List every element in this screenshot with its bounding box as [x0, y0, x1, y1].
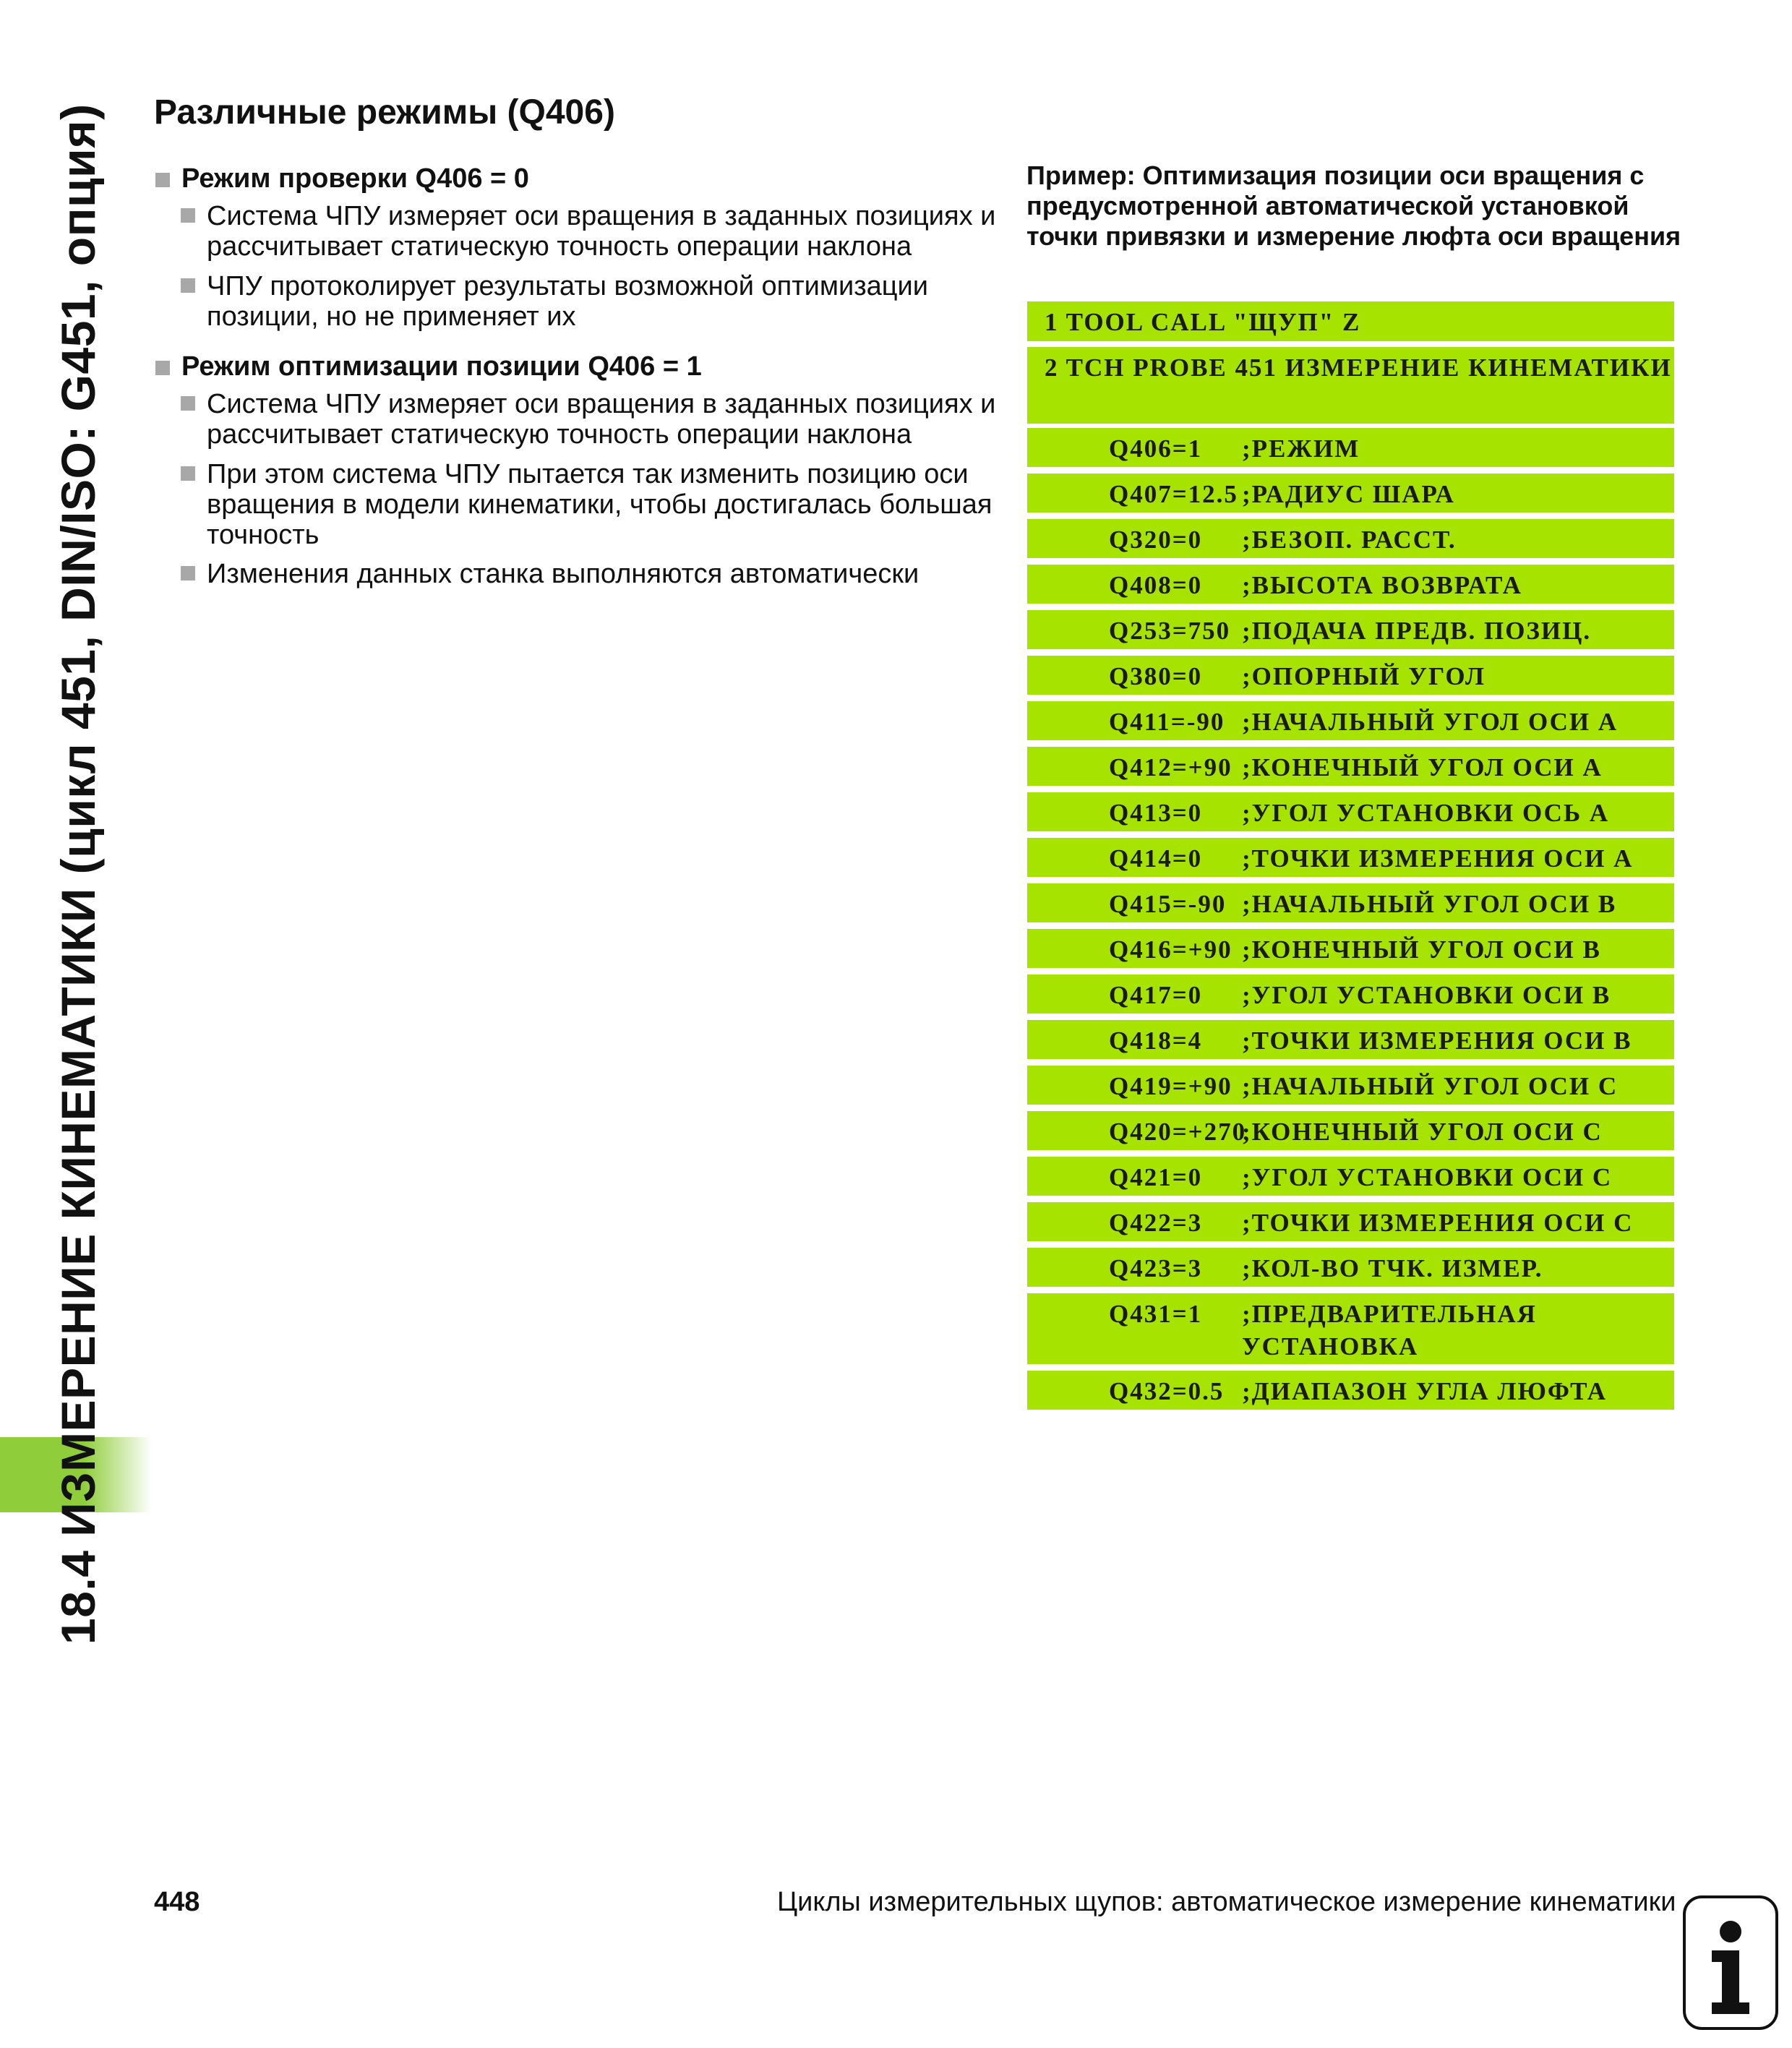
parameter-name: Q418=4: [1109, 1027, 1203, 1055]
parameter-row: [1027, 1248, 1674, 1287]
page-number: 448: [154, 1887, 200, 1917]
code-line: 2 TCH PROBE 451 ИЗМЕРЕНИЕ КИНЕМАТИКИ: [1027, 347, 1674, 424]
footer-text: Циклы измерительных щупов: автоматическое измерение кинематики: [777, 1887, 1676, 1917]
parameter-comment: ;УГОЛ УСТАНОВКИ ОСИ C: [1242, 1163, 1613, 1191]
parameter-row: [1027, 974, 1674, 1014]
parameter-comment: ;КОНЕЧНЫЙ УГОЛ ОСИ B: [1242, 935, 1601, 964]
bullet-square-icon: [181, 278, 195, 293]
parameter-comment: ;ПРЕДВАРИТЕЛЬНАЯ УСТАНОВКА: [1242, 1300, 1537, 1361]
parameter-comment: ;КОНЕЧНЫЙ УГОЛ ОСИ C: [1242, 1118, 1603, 1146]
parameter-comment: ;ВЫСОТА ВОЗВРАТА: [1242, 571, 1522, 599]
parameter-name: Q423=3: [1109, 1254, 1203, 1282]
parameter-name: Q406=1: [1109, 434, 1203, 463]
parameter-comment: ;ТОЧКИ ИЗМЕРЕНИЯ ОСИ B: [1242, 1027, 1632, 1055]
parameter-name: Q408=0: [1109, 571, 1203, 599]
bullet-square-icon: [155, 173, 170, 187]
bullet-square-icon: [181, 208, 195, 223]
parameter-comment: ;УГОЛ УСТАНОВКИ ОСЬ A: [1242, 799, 1610, 827]
parameter-row: [1027, 838, 1674, 877]
parameter-comment: ;КОНЕЧНЫЙ УГОЛ ОСИ A: [1242, 753, 1603, 781]
parameter-comment: ;КОЛ-ВО ТЧК. ИЗМЕР.: [1242, 1254, 1543, 1282]
parameter-comment: ;НАЧАЛЬНЫЙ УГОЛ ОСИ A: [1242, 708, 1619, 736]
parameter-name: Q422=3: [1109, 1209, 1203, 1237]
parameter-name: Q421=0: [1109, 1163, 1203, 1191]
parameter-row: [1027, 1020, 1674, 1059]
parameter-name: Q411=-90: [1109, 708, 1225, 736]
parameter-name: Q420=+270: [1109, 1118, 1247, 1146]
parameter-row: [1027, 883, 1674, 922]
parameter-row: [1027, 1066, 1674, 1105]
parameter-comment: ;ПОДАЧА ПРЕДВ. ПОЗИЦ.: [1242, 617, 1592, 645]
bullet-square-icon: [181, 466, 195, 481]
parameter-row: [1027, 428, 1674, 467]
parameter-comment: ;ОПОРНЫЙ УГОЛ: [1242, 662, 1486, 690]
parameter-name: Q432=0.5: [1109, 1377, 1225, 1405]
parameter-row: [1027, 701, 1674, 740]
parameter-name: Q415=-90: [1109, 890, 1227, 918]
parameter-name: Q414=0: [1109, 844, 1203, 873]
parameter-name: Q412=+90: [1109, 753, 1232, 781]
parameter-name: Q380=0: [1109, 662, 1203, 690]
parameter-row: [1027, 929, 1674, 968]
mode-list-item: ЧПУ протоколирует результаты возможной оптимизации позиции, но не применяет их: [181, 271, 998, 332]
parameter-row: [1027, 565, 1674, 604]
parameter-row: [1027, 656, 1674, 695]
mode-list-item: Изменения данных станка выполняются автоматически: [181, 559, 998, 589]
info-icon[interactable]: [1683, 1895, 1778, 2030]
parameter-name: Q320=0: [1109, 526, 1203, 554]
parameter-name: Q417=0: [1109, 981, 1203, 1009]
parameter-row: [1027, 610, 1674, 649]
parameter-row: [1027, 519, 1674, 558]
parameter-row: [1027, 1111, 1674, 1150]
parameter-row: [1027, 1293, 1674, 1364]
bullet-square-icon: [155, 361, 170, 375]
parameter-name: Q253=750: [1109, 617, 1231, 645]
chapter-title: 18.4 ИЗМЕРЕНИЕ КИНЕМАТИКИ (цикл 451, DIN/ISO: G451, опция): [51, 103, 105, 1645]
code-line: 1 TOOL CALL "ЩУП" Z: [1027, 301, 1674, 341]
parameter-row: [1027, 474, 1674, 513]
parameter-row: [1027, 1202, 1674, 1241]
parameter-comment: ;РАДИУС ШАРА: [1242, 480, 1455, 508]
parameter-row: [1027, 747, 1674, 786]
bullet-square-icon: [181, 566, 195, 580]
mode-heading: Режим оптимизации позиции Q406 = 1: [155, 351, 702, 382]
parameter-name: Q416=+90: [1109, 935, 1232, 964]
parameter-name: Q419=+90: [1109, 1072, 1232, 1100]
parameter-comment: ;ДИАПАЗОН УГЛА ЛЮФТА: [1242, 1377, 1607, 1405]
parameter-comment: ;БЕЗОП. РАССТ.: [1242, 526, 1457, 554]
parameter-name: Q431=1: [1109, 1300, 1203, 1328]
bullet-square-icon: [181, 396, 195, 411]
parameter-name: Q407=12.5: [1109, 480, 1238, 508]
mode-list-item: Система ЧПУ измеряет оси вращения в заданных позициях и рассчитывает статическую точность операции наклона: [181, 201, 998, 262]
parameter-comment: ;УГОЛ УСТАНОВКИ ОСИ B: [1242, 981, 1611, 1009]
parameter-name: Q413=0: [1109, 799, 1203, 827]
parameter-comment: ;НАЧАЛЬНЫЙ УГОЛ ОСИ C: [1242, 1072, 1619, 1100]
mode-list-item: Система ЧПУ измеряет оси вращения в заданных позициях и рассчитывает статическую точность операции наклона: [181, 389, 998, 450]
parameter-comment: ;НАЧАЛЬНЫЙ УГОЛ ОСИ B: [1242, 890, 1617, 918]
parameter-row: [1027, 1157, 1674, 1196]
mode-heading: Режим проверки Q406 = 0: [155, 163, 529, 194]
parameter-row: [1027, 792, 1674, 831]
mode-list-item: При этом система ЧПУ пытается так изменить позицию оси вращения в модели кинематики, чтобы достигалась большая точность: [181, 459, 998, 550]
parameter-comment: ;ТОЧКИ ИЗМЕРЕНИЯ ОСИ A: [1242, 844, 1634, 873]
section-title: Различные режимы (Q406): [154, 93, 615, 132]
parameter-comment: ;ТОЧКИ ИЗМЕРЕНИЯ ОСИ C: [1242, 1209, 1634, 1237]
example-heading: Пример: Оптимизация позиции оси вращения с предусмотренной автоматической установкой точки привязки и измерение люфта оси вращения: [1026, 160, 1681, 251]
parameter-row: [1027, 1371, 1674, 1410]
parameter-comment: ;РЕЖИМ: [1242, 434, 1360, 463]
